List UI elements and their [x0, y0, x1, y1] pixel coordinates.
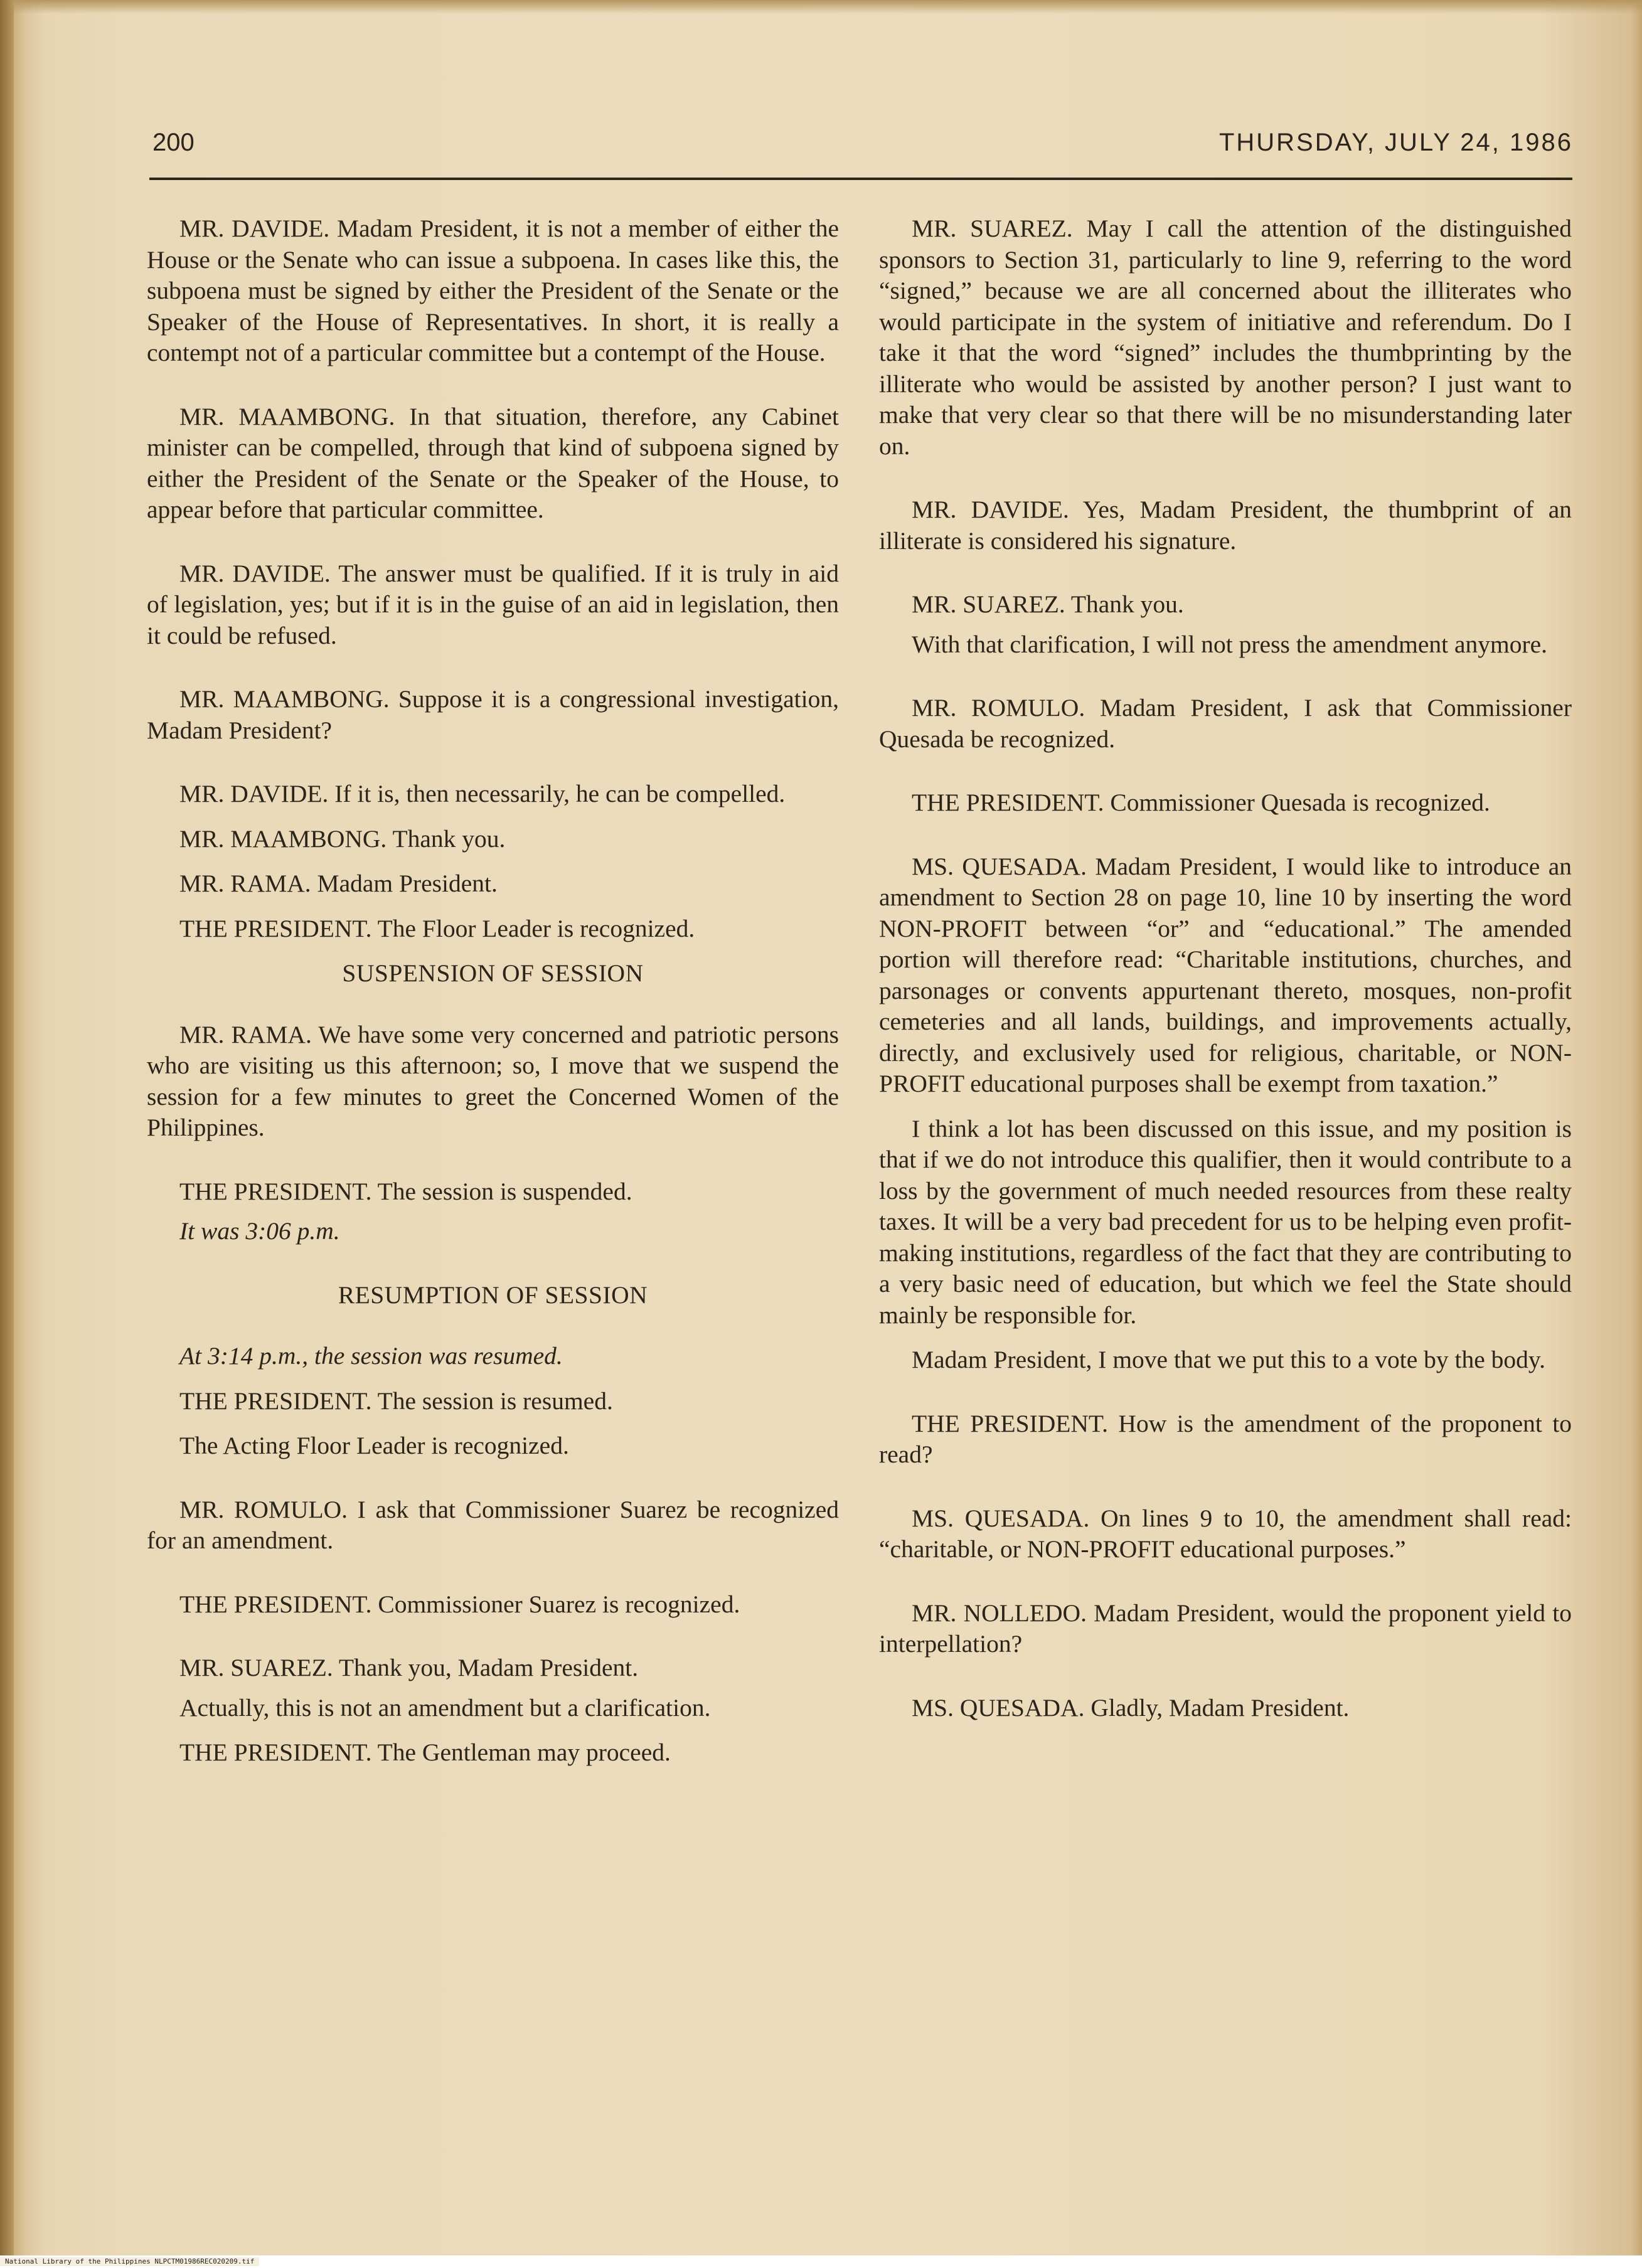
paragraph: Actually, this is not an amendment but a clarification. — [179, 1693, 711, 1722]
paragraph: THE PRESIDENT. Commissioner Quesada is recognized. — [912, 789, 1490, 816]
header-rule — [149, 178, 1572, 180]
paragraph: MR. SUAREZ. Thank you. — [912, 590, 1184, 618]
paragraph: MS. QUESADA. On lines 9 to 10, the amendment shall read: “charitable, or NON-PROFIT educational purposes.” — [879, 1504, 1572, 1563]
scan-source-line: National Library of the Philippines NLPCTM01986REC020209.tif — [0, 2257, 259, 2266]
stage-note: At 3:14 p.m., the session was resumed. — [179, 1342, 563, 1370]
paragraph: MR. DAVIDE. If it is, then necessarily, he can be compelled. — [179, 780, 786, 807]
paragraph: MR. RAMA. We have some very concerned and patriotic persons who are visiting us this afternoon; so, I move that we suspend the session for a few minutes to greet the Concerned Women of the Philippines. — [147, 1020, 839, 1141]
running-head — [0, 0, 1642, 188]
paragraph: MR. SUAREZ. May I call the attention of the distinguished sponsors to Section 31, particularly to line 9, referring to the word “signed,” because we are all concerned about the illiterates who would participate in the system of initiative and referendum. Do I take it that the word “signed” includes the thumbprinting by the illiterate who would be assisted by another person? I just want to make that very clear so that there will be no misunderstanding later on. — [879, 215, 1572, 460]
section-heading-suspension: SUSPENSION OF SESSION — [342, 959, 644, 987]
page-binding-edge — [0, 0, 14, 2268]
stage-note: It was 3:06 p.m. — [179, 1217, 340, 1245]
paragraph: THE PRESIDENT. The Gentleman may proceed. — [179, 1738, 671, 1766]
paragraph: THE PRESIDENT. The session is resumed. — [179, 1387, 613, 1415]
paragraph: MR. DAVIDE. Yes, Madam President, the thumbprint of an illiterate is considered his signature. — [879, 496, 1572, 555]
paragraph: THE PRESIDENT. Commissioner Suarez is recognized. — [179, 1590, 740, 1618]
paragraph: MR. RAMA. Madam President. — [179, 870, 498, 897]
paragraph: THE PRESIDENT. The Floor Leader is recognized. — [179, 914, 695, 942]
paragraph: MR. NOLLEDO. Madam President, would the proponent yield to interpellation? — [879, 1599, 1572, 1658]
paragraph: I think a lot has been discussed on this issue, and my position is that if we do not introduce this qualifier, then it would contribute to a loss by the government of much needed resources from these realty taxes. It will be a very bad precedent for us to be helping even profit-making institutions, regardless of the fact that they are contributing to a very basic need of education, but which we feel the State should mainly be responsible for. — [879, 1114, 1572, 1329]
right-column — [879, 213, 1572, 1756]
left-column — [147, 213, 839, 1801]
paragraph: THE PRESIDENT. How is the amendment of the proponent to read? — [879, 1409, 1572, 1468]
paragraph: MR. MAAMBONG. In that situation, therefore, any Cabinet minister can be compelled, through that kind of subpoena signed by either the President of the Senate or the Speaker of the House, to appear before that particular committee. — [147, 402, 839, 523]
paragraph: THE PRESIDENT. The session is suspended. — [179, 1177, 632, 1205]
paragraph: MR. MAAMBONG. Suppose it is a congressional investigation, Madam President? — [147, 685, 839, 744]
paragraph: MR. ROMULO. Madam President, I ask that Commissioner Quesada be recognized. — [879, 694, 1572, 753]
paragraph: The Acting Floor Leader is recognized. — [179, 1432, 569, 1459]
running-date: THURSDAY, JULY 24, 1986 — [1218, 129, 1573, 156]
paragraph: MS. QUESADA. Gladly, Madam President. — [912, 1693, 1350, 1722]
paragraph: MR. DAVIDE. Madam President, it is not a member of either the House or the Senate who can issue a subpoena. In cases like this, the subpoena must be signed by either the President of the Senate or the Speaker of the House of Representatives. In short, it is really a contempt not of a particular committee but a contempt of the House. — [147, 215, 839, 366]
page-number: 200 — [152, 129, 195, 156]
paragraph: With that clarification, I will not press the amendment anymore. — [912, 630, 1548, 658]
paragraph: MS. QUESADA. Madam President, I would like to introduce an amendment to Section 28 on page 10, line 10 by inserting the word NON-PROFIT between “or” and “educational.” The amended portion will therefore read: “Charitable institutions, churches, and parsonages or convents appurtenant thereto, mosques, non-profit cemeteries and all lands, buildings, and improvements actually, directly, and exclusively used for religious, charitable, or NON-PROFIT educational purposes shall be exempt from taxation.” — [879, 852, 1572, 1097]
paragraph: MR. ROMULO. I ask that Commissioner Suarez be recognized for an amendment. — [147, 1495, 839, 1554]
paragraph: MR. MAAMBONG. Thank you. — [179, 824, 506, 853]
paragraph: Madam President, I move that we put this to a vote by the body. — [912, 1346, 1545, 1373]
paragraph: MR. SUAREZ. Thank you, Madam President. — [179, 1654, 639, 1681]
paragraph: MR. DAVIDE. The answer must be qualified. If it is truly in aid of legislation, yes; but if it is in the guise of an aid in legislation, then it could be refused. — [147, 559, 839, 649]
section-heading-resumption: RESUMPTION OF SESSION — [338, 1280, 648, 1309]
